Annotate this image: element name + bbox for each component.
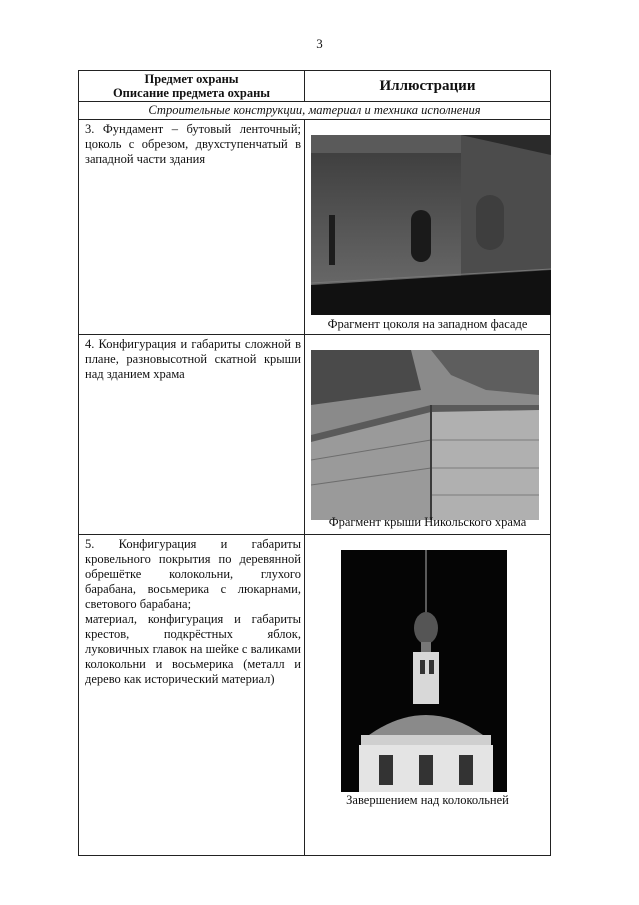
row-description-text: 5. Конфигурация и габариты кровельного покрытия по деревянной обрешётке колокольни, глухого барабана, восьмерика с люкарнами, светового барабана; <box>85 537 301 611</box>
row-description-text: материал, конфигурация и габариты крестов, подкрёстных яблок, луковичных главок на шейке с валиками колокольни и восьмерика (металл и дерево как исторический материал) <box>85 612 301 686</box>
header-left-cell <box>79 71 305 102</box>
illustration-caption: Фрагмент крыши Никольского храма <box>328 515 527 529</box>
row-illustration <box>305 120 551 335</box>
row-description <box>79 120 305 335</box>
row-description-text: 4. Конфигурация и габариты сложной в плане, разновысотной скатной крыши над зданием храма <box>85 337 301 381</box>
table-row <box>79 120 551 335</box>
row-description <box>79 535 305 856</box>
header-left-line1: Предмет охраны <box>144 72 239 86</box>
illustration-caption: Завершением над колокольней <box>346 793 509 807</box>
table-row <box>79 335 551 535</box>
row-description <box>79 335 305 535</box>
header-right-cell: Иллюстрации <box>305 71 551 102</box>
photo-plinth-west-facade <box>311 135 551 315</box>
table-header-row <box>79 71 551 102</box>
header-left-line2: Описание предмета охраны <box>112 86 271 100</box>
row-illustration <box>305 335 551 535</box>
section-title: Строительные конструкции, материал и техника исполнения <box>79 102 551 120</box>
protection-subject-table <box>78 70 551 856</box>
photo-roof-nikolsky <box>311 350 539 520</box>
table-row <box>79 535 551 856</box>
photo-bell-tower-top <box>341 550 507 792</box>
illustration-caption: Фрагмент цоколя на западном фасаде <box>327 317 528 331</box>
row-description-text: 3. Фундамент – бутовый ленточный; цоколь с обрезом, двухступенчатый в западной части здания <box>85 122 301 166</box>
page-number: 3 <box>316 36 323 51</box>
row-illustration <box>305 535 551 856</box>
section-row <box>79 102 551 120</box>
